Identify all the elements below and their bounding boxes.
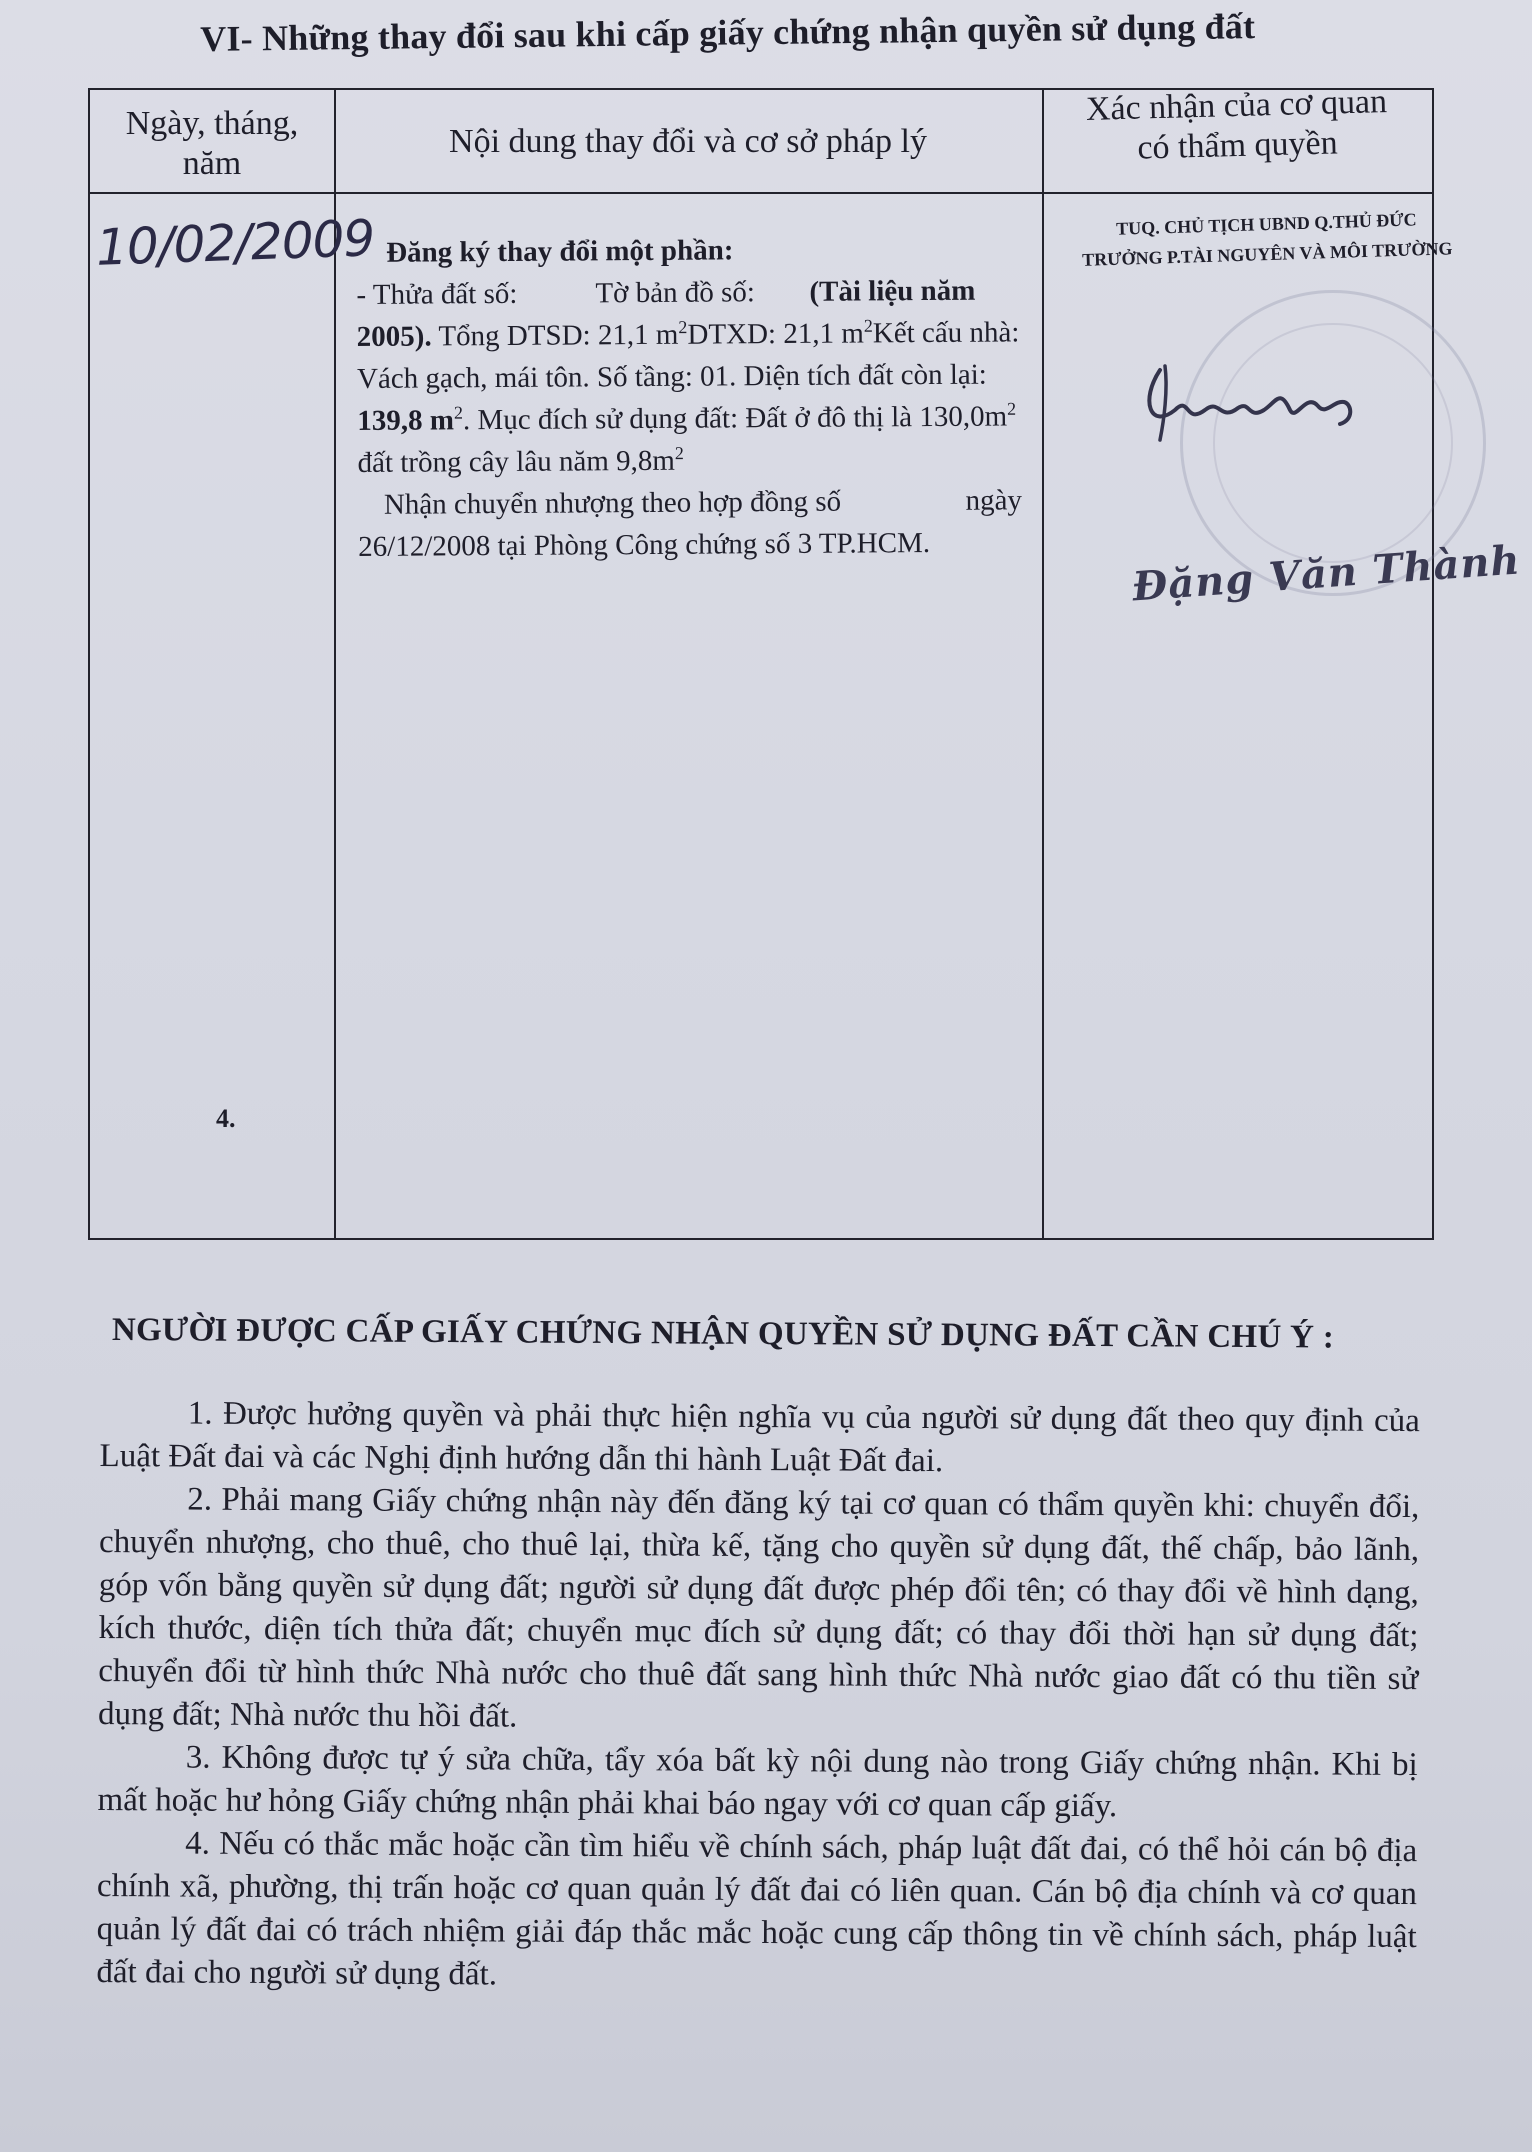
document-year-label: (Tài liệu năm bbox=[809, 274, 976, 308]
content-line: 26/12/2008 tại Phòng Công chứng số 3 TP.HCM. bbox=[358, 527, 931, 563]
total-area: Tổng DTSD: 21,1 m bbox=[431, 318, 679, 353]
header-date bbox=[90, 104, 334, 184]
content-line bbox=[357, 437, 1057, 484]
remaining-area: 139,8 m bbox=[357, 404, 455, 437]
header-content: Nội dung thay đổi và cơ sở pháp lý bbox=[449, 123, 927, 160]
perennial-land: đất trồng cây lâu năm 9,8m bbox=[357, 444, 676, 479]
date-label: ngày bbox=[965, 484, 1023, 517]
signer-name: Đặng Văn Thành bbox=[1130, 536, 1522, 611]
authority-line: TUQ. CHỦ TỊCH UBND Q.THỦ ĐỨC bbox=[1115, 209, 1417, 239]
superscript: 2 bbox=[863, 315, 873, 336]
note-item: 4. Nếu có thắc mắc hoặc cần tìm hiểu về chính sách, pháp luật đất đai, có thể hỏi cán bộ địa chính xã, phường, thị trấn hoặc cơ quan quản lý đất đai có liên quan. Cán bộ địa chính và cơ quan quản lý đất đai có trách nhiệm giải đáp thắc mắc hoặc cung cấp thông tin về chính sách, pháp luật đất đai cho người sử dụng đất. bbox=[96, 1825, 1418, 1993]
header-divider bbox=[90, 192, 1432, 194]
header-authority-line: có thẩm quyền bbox=[1136, 124, 1339, 167]
margin-mark: 4. bbox=[216, 1104, 236, 1133]
year-value: 2005). bbox=[356, 320, 432, 353]
construction-area: DTXD: 21,1 m bbox=[687, 317, 864, 351]
header-authority bbox=[1041, 81, 1433, 171]
map-sheet-label: Tờ bản đồ số: bbox=[595, 276, 756, 310]
header-authority-line: Xác nhận của cơ quan bbox=[1085, 83, 1388, 128]
header-date-line: năm bbox=[182, 145, 242, 182]
entry-date: 10/02/2009 bbox=[95, 209, 376, 277]
header-date-line: Ngày, tháng, bbox=[125, 105, 299, 142]
note-item: 3. Không được tự ý sửa chữa, tẩy xóa bất kỳ nội dung nào trong Giấy chứng nhận. Khi bị mất hoặc hư hỏng Giấy chứng nhận phải khai báo ngay với cơ quan cấp giấy. bbox=[97, 1739, 1418, 1825]
authority-line: TRƯỞNG P.TÀI NGUYÊN VÀ MÔI TRƯỜNG bbox=[1081, 238, 1453, 270]
change-content bbox=[356, 227, 1058, 568]
notes-list bbox=[96, 1392, 1420, 2002]
content-heading: Đăng ký thay đổi một phần: bbox=[386, 234, 734, 269]
structure-label: Kết cấu nhà: bbox=[872, 316, 1020, 350]
content-line bbox=[357, 311, 1057, 358]
parcel-number-label: - Thửa đất số: bbox=[356, 277, 518, 311]
note-item: 1. Được hưởng quyền và phải thực hiện nghĩa vụ của người sử dụng đất theo quy định của Luật Đất đai và các Nghị định hướng dẫn thi hành Luật Đất đai. bbox=[99, 1395, 1420, 1480]
content-line bbox=[356, 269, 1056, 316]
content-line: Vách gạch, mái tôn. Số tầng: 01. Diện tích đất còn lại: bbox=[356, 358, 987, 395]
superscript: 2 bbox=[678, 317, 688, 338]
content-line bbox=[358, 479, 1058, 526]
section-title: VI- Những thay đổi sau khi cấp giấy chứng nhận quyền sử dụng đất bbox=[200, 6, 1256, 59]
signature-mark bbox=[1130, 340, 1370, 450]
land-use-purpose: . Mục đích sử dụng đất: Đất ở đô thị là 130,0m bbox=[462, 400, 1008, 437]
notes-title: NGƯỜI ĐƯỢC CẤP GIẤY CHỨNG NHẬN QUYỀN SỬ DỤNG ĐẤT CẦN CHÚ Ý : bbox=[111, 1312, 1335, 1356]
content-line bbox=[357, 395, 1057, 442]
superscript: 2 bbox=[674, 443, 684, 464]
superscript: 2 bbox=[1006, 398, 1017, 419]
note-item: 2. Phải mang Giấy chứng nhận này đến đăng ký tại cơ quan có thẩm quyền khi: chuyển đổi, chuyển nhượng, cho thuê, cho thuê lại, thừa kế, tặng cho quyền sử dụng đất, thế chấp, bảo lãnh, góp vốn bằng quyền sử dụng đất; người sử dụng đất được phép đổi tên; có thay đổi về hình dạng, kích thước, diện tích thửa đất; chuyển mục đích sử dụng đất; có thay đổi thời hạn sử dụng đất; chuyển đổi từ hình thức Nhà nước cho thuê đất sang hình thức Nhà nước giao đất có thu tiền sử dụng đất; Nhà nước thu hồi đất. bbox=[97, 1481, 1420, 1735]
transfer-contract-label: Nhận chuyển nhượng theo hợp đồng số bbox=[383, 485, 842, 521]
superscript: 2 bbox=[453, 402, 464, 423]
